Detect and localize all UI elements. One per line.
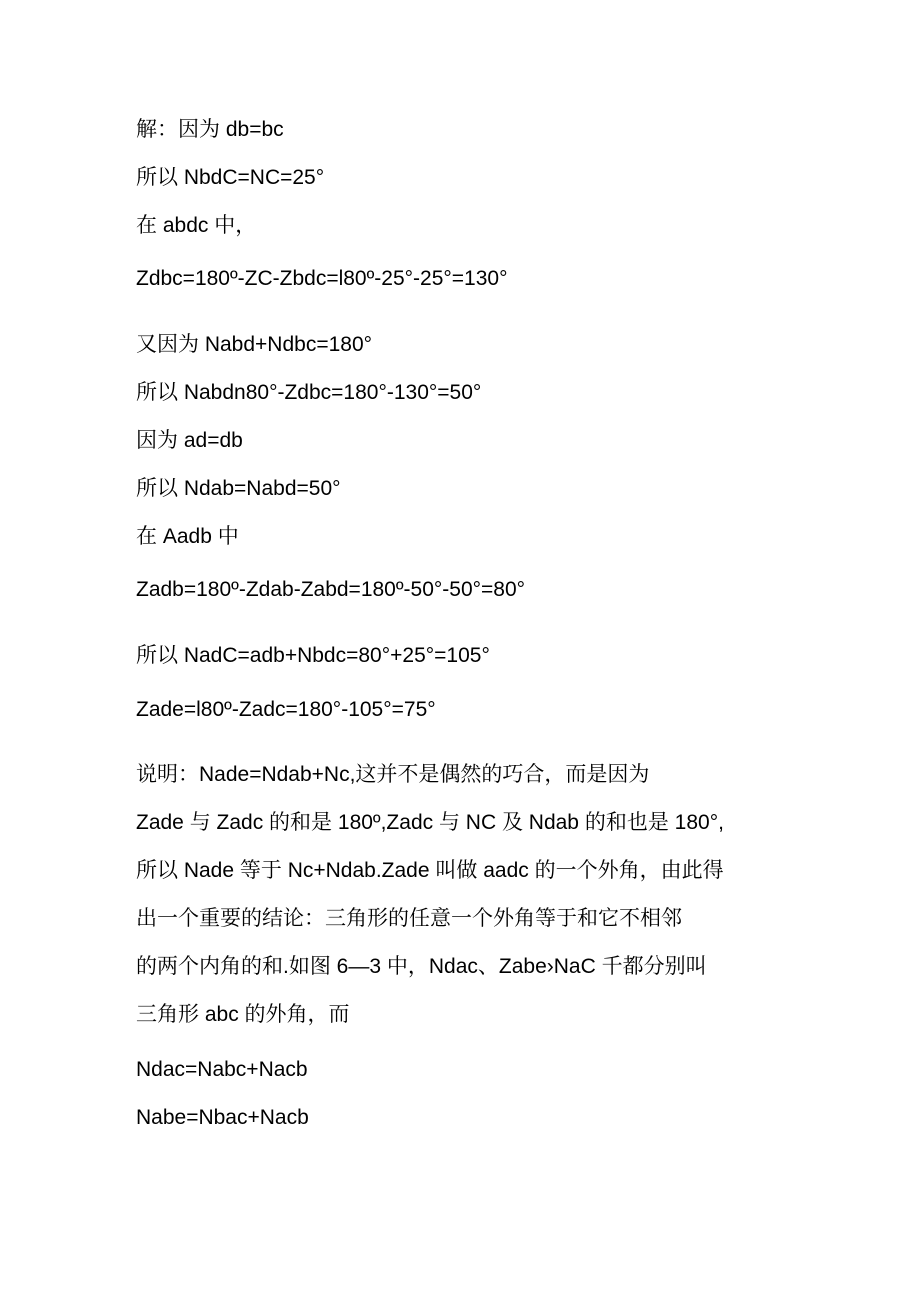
explanation-line: 三角形 abc 的外角，而 bbox=[136, 1003, 350, 1026]
formula-line: Nabe=Nbac+Nacb bbox=[136, 1106, 309, 1129]
solution-line: 在 Aadb 中 bbox=[136, 525, 239, 548]
solution-line: Zdbc=180º-ZC-Zbdc=l80º-25°-25°=130° bbox=[136, 267, 508, 290]
solution-line: 所以 Nabdn80°-Zdbc=180°-130°=50° bbox=[136, 381, 482, 404]
solution-line: 解：因为 db=bc bbox=[136, 118, 284, 141]
explanation-line: 说明：Nade=Ndab+Nc,这并不是偶然的巧合，而是因为 bbox=[136, 763, 650, 786]
formula-line: Ndac=Nabc+Nacb bbox=[136, 1058, 308, 1081]
explanation-line: 出一个重要的结论：三角形的任意一个外角等于和它不相邻 bbox=[136, 907, 682, 930]
solution-line: 因为 ad=db bbox=[136, 429, 243, 452]
solution-line: 在 abdc 中， bbox=[136, 214, 257, 237]
explanation-line: 的两个内角的和.如图 6—3 中，Ndac、Zabe›NaC 千都分别叫 bbox=[136, 955, 707, 978]
solution-line: 又因为 Nabd+Ndbc=180° bbox=[136, 333, 373, 356]
solution-line: 所以 NbdC=NC=25° bbox=[136, 166, 325, 189]
solution-line: Zade=l80º-Zadc=180°-105°=75° bbox=[136, 698, 436, 721]
solution-line: 所以 Ndab=Nabd=50° bbox=[136, 477, 341, 500]
explanation-line: Zade 与 Zadc 的和是 180º,Zadc 与 NC 及 Ndab 的和也是 180°, bbox=[136, 811, 724, 834]
explanation-line: 所以 Nade 等于 Nc+Ndab.Zade 叫做 aadc 的一个外角，由此得 bbox=[136, 859, 724, 882]
solution-line: 所以 NadC=adb+Nbdc=80°+25°=105° bbox=[136, 644, 490, 667]
solution-line: Zadb=180º-Zdab-Zabd=180º-50°-50°=80° bbox=[136, 578, 526, 601]
